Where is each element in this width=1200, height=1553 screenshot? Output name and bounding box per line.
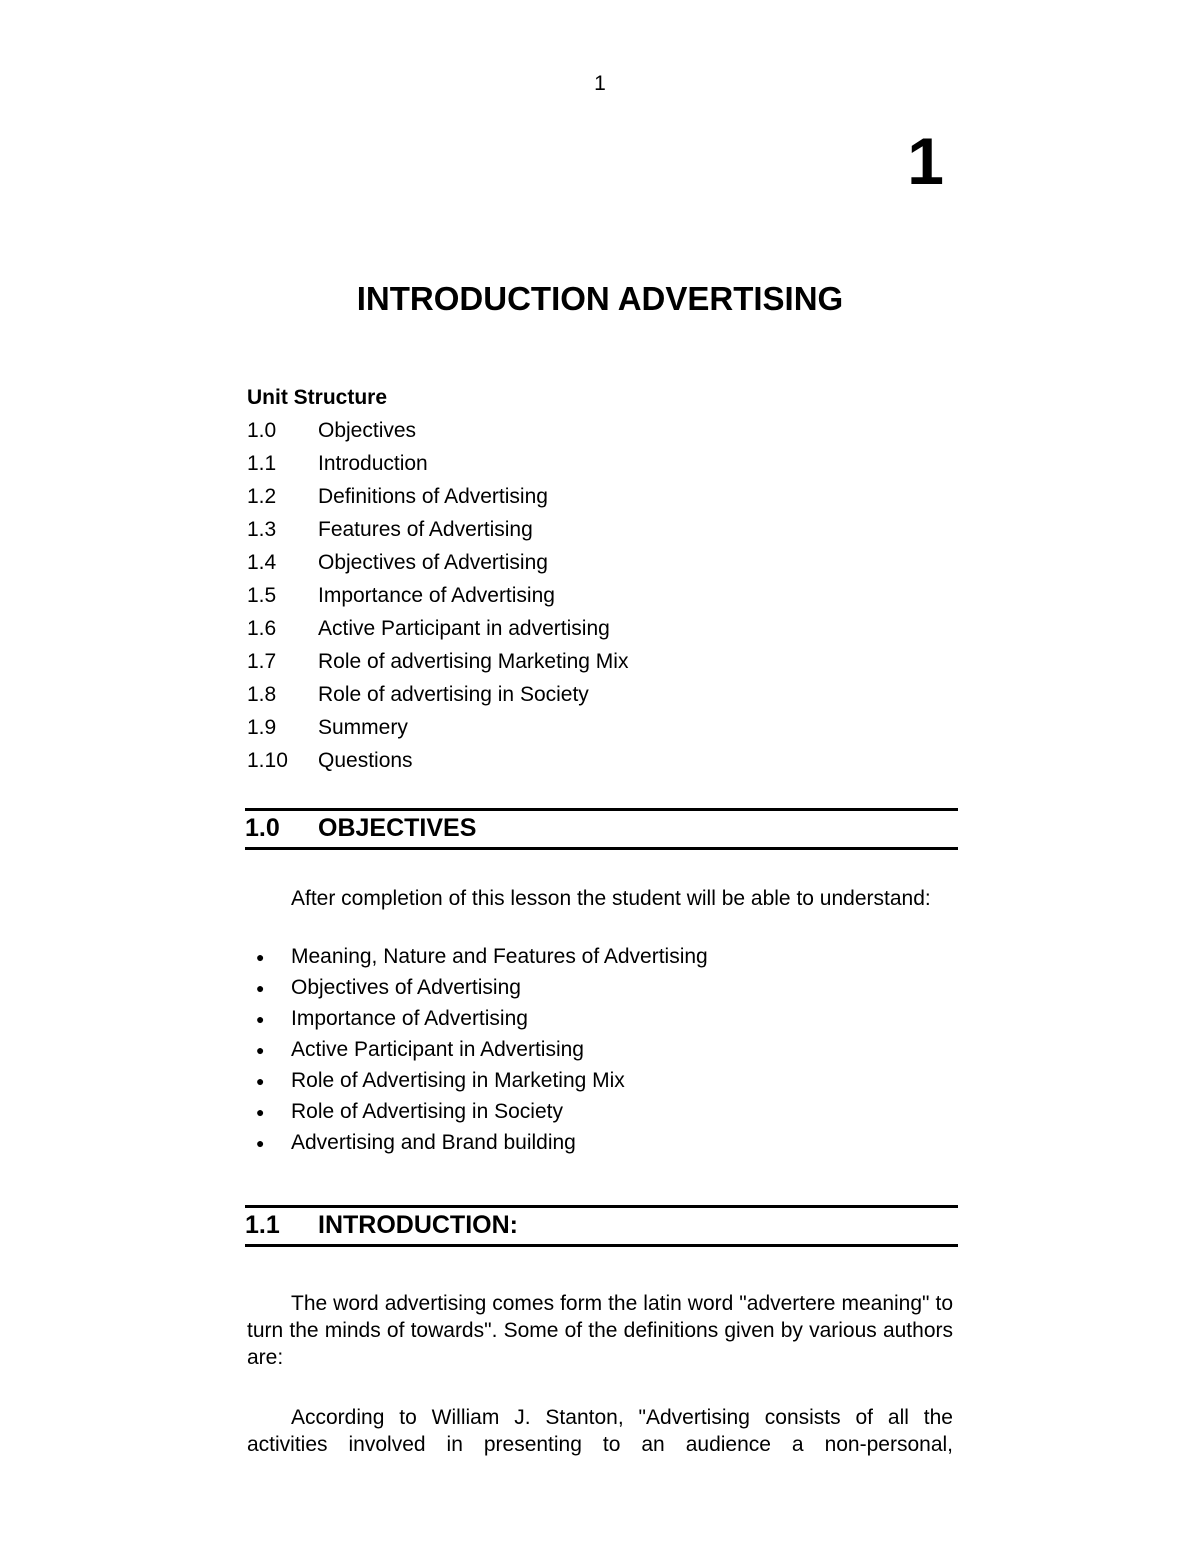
unit-item-label: Summery	[318, 716, 408, 739]
unit-item-number: 1.4	[247, 551, 277, 574]
bullet-item	[247, 1005, 708, 1036]
bullet-item	[247, 1098, 708, 1129]
unit-item-number: 1.2	[247, 485, 277, 508]
unit-item-label: Active Participant in advertising	[318, 617, 610, 640]
bullet-text: Advertising and Brand building	[291, 1131, 576, 1154]
bullet-item	[247, 1129, 708, 1160]
unit-structure-item	[247, 649, 628, 682]
unit-item-label: Features of Advertising	[318, 518, 533, 541]
unit-item-number: 1.10	[247, 749, 288, 772]
section-title: INTRODUCTION:	[318, 1211, 518, 1239]
introduction-heading	[245, 1208, 958, 1243]
unit-structure-list	[247, 418, 628, 781]
unit-structure-item	[247, 748, 628, 781]
unit-structure-item	[247, 418, 628, 451]
unit-structure-item	[247, 583, 628, 616]
bullet-icon: ●	[256, 1042, 265, 1058]
unit-item-number: 1.0	[247, 419, 277, 442]
bullet-icon: ●	[256, 1104, 265, 1120]
bullet-icon: ●	[256, 949, 265, 965]
unit-structure-item	[247, 715, 628, 748]
unit-item-label: Importance of Advertising	[318, 584, 555, 607]
unit-item-label: Objectives of Advertising	[318, 551, 548, 574]
unit-item-number: 1.5	[247, 584, 277, 607]
bullet-item	[247, 974, 708, 1005]
objectives-bullet-list	[247, 943, 708, 1160]
bullet-text: Importance of Advertising	[291, 1007, 528, 1030]
introduction-paragraph: According to William J. Stanton, "Advertising consists of all the activities involved in presenting to an audience a non-personal,	[247, 1406, 953, 1456]
unit-item-number: 1.1	[247, 452, 277, 475]
bullet-text: Role of Advertising in Society	[291, 1100, 563, 1123]
chapter-number: 1	[907, 124, 944, 198]
bullet-item	[247, 1067, 708, 1098]
unit-item-number: 1.6	[247, 617, 277, 640]
unit-item-label: Definitions of Advertising	[318, 485, 548, 508]
unit-item-label: Introduction	[318, 452, 428, 475]
unit-item-number: 1.3	[247, 518, 277, 541]
unit-item-number: 1.9	[247, 716, 277, 739]
unit-structure-item	[247, 451, 628, 484]
introduction-paragraph: The word advertising comes form the latin word "advertere meaning" to turn the minds of towards". Some of the definitions given by various authors are:	[247, 1292, 953, 1369]
introduction-section-header	[245, 1205, 958, 1247]
unit-structure-item	[247, 517, 628, 550]
unit-item-number: 1.7	[247, 650, 277, 673]
unit-item-label: Objectives	[318, 419, 417, 442]
unit-item-label: Questions	[318, 749, 413, 772]
section-number: 1.1	[245, 1211, 280, 1239]
bullet-text: Objectives of Advertising	[291, 976, 521, 999]
bullet-icon: ●	[256, 980, 265, 996]
objectives-section-header	[245, 808, 958, 850]
unit-structure-item	[247, 550, 628, 583]
bullet-text: Role of Advertising in Marketing Mix	[291, 1069, 625, 1092]
chapter-title: INTRODUCTION ADVERTISING	[356, 280, 844, 317]
unit-item-label: Role of advertising Marketing Mix	[318, 650, 629, 673]
unit-item-number: 1.8	[247, 683, 277, 706]
unit-structure-item	[247, 484, 628, 517]
unit-structure-heading: Unit Structure	[247, 386, 388, 409]
unit-structure-item	[247, 616, 628, 649]
objectives-intro-paragraph: After completion of this lesson the student will be able to understand:	[291, 887, 931, 910]
unit-structure-item	[247, 682, 628, 715]
bullet-item	[247, 1036, 708, 1067]
bullet-text: Meaning, Nature and Features of Advertising	[291, 945, 708, 968]
bullet-item	[247, 943, 708, 974]
bullet-icon: ●	[256, 1073, 265, 1089]
bullet-icon: ●	[256, 1135, 265, 1151]
section-title: OBJECTIVES	[318, 814, 477, 842]
bullet-text: Active Participant in Advertising	[291, 1038, 584, 1061]
page-number: 1	[594, 72, 606, 95]
bullet-icon: ●	[256, 1011, 265, 1027]
section-number: 1.0	[245, 814, 280, 842]
unit-item-label: Role of advertising in Society	[318, 683, 589, 706]
objectives-heading	[245, 811, 958, 846]
